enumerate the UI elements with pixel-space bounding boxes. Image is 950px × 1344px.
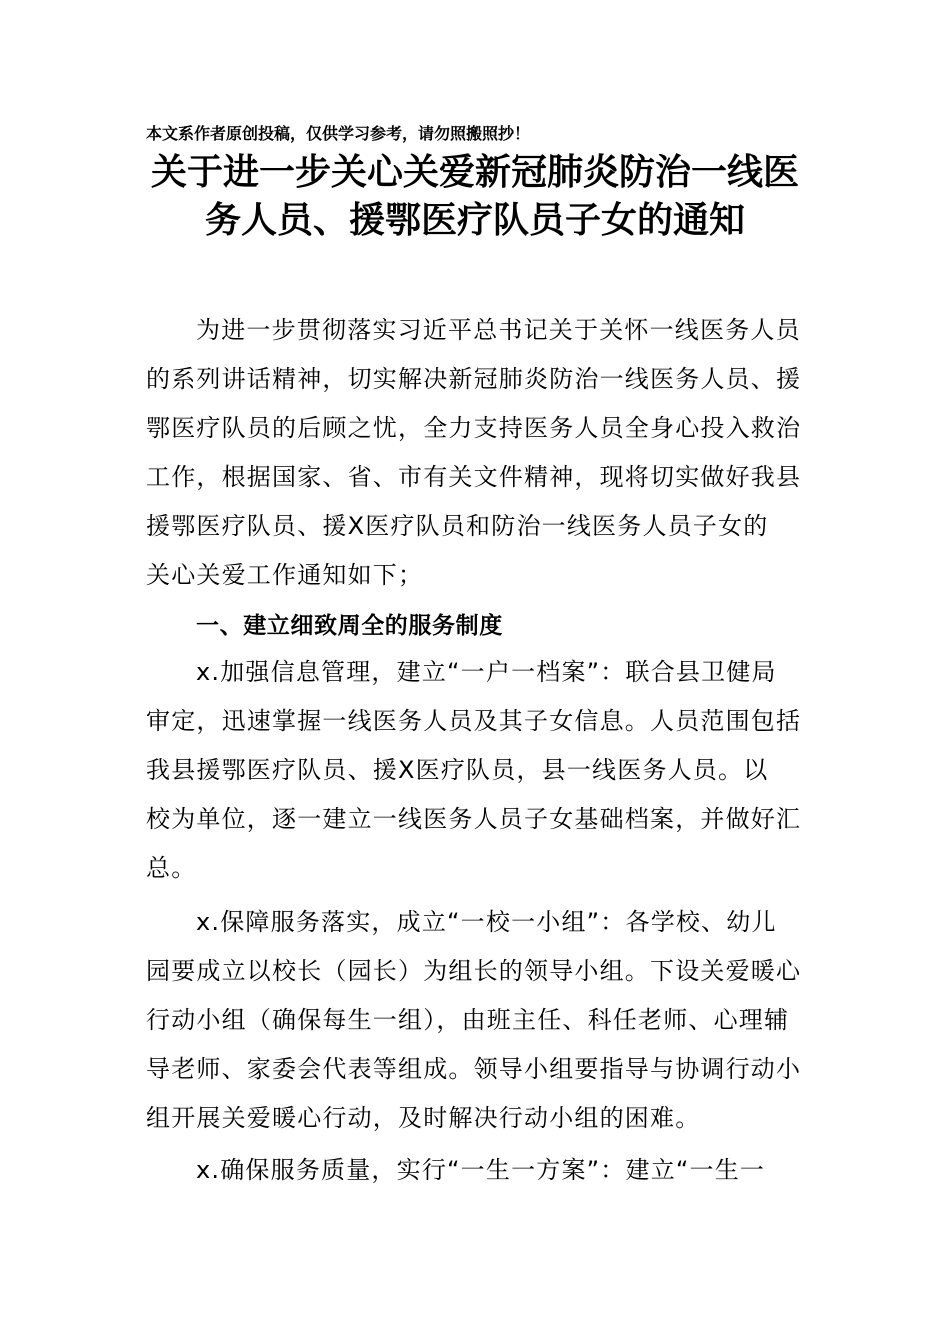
item-1-line: 审定，迅速掌握一线医务人员及其子女信息。人员范围包括 (146, 707, 802, 735)
item-3-line: x.确保服务质量，实行“一生一方案”：建立“一生一 (196, 1156, 766, 1184)
item-1-paragraph (146, 648, 806, 893)
intro-line: 为进一步贯彻落实习近平总书记关于关怀一线医务人员 (196, 316, 801, 344)
item-2-line: 行动小组（确保每生一组），由班主任、科任老师、心理辅 (146, 1006, 790, 1034)
intro-line: 援鄂医疗队员、援X医疗队员和防治一线医务人员子女的 (146, 512, 769, 540)
section-heading: 一、建立细致周全的服务制度 (196, 613, 503, 639)
document-title-line-2: 务人员、援鄂医疗队员子女的通知 (204, 199, 745, 241)
item-1-line: 我县援鄂医疗队员、援X医疗队员，县一线医务人员。以 (146, 756, 769, 784)
intro-paragraph (146, 306, 806, 600)
item-1-line: x.加强信息管理，建立“一户一档案”：联合县卫健局 (196, 658, 777, 686)
item-2-line: x.保障服务落实，成立“一校一小组”：各学校、幼儿 (196, 908, 777, 936)
document-title-line-1: 关于进一步关心关爱新冠肺炎防治一线医 (150, 151, 799, 193)
item-1-line: 总。 (146, 854, 197, 882)
item-1-line: 校为单位，逐一建立一线医务人员子女基础档案，并做好汇 (146, 805, 802, 833)
intro-line: 关心关爱工作通知如下； (146, 561, 424, 589)
intro-line: 的系列讲话精神，切实解决新冠肺炎防治一线医务人员、援 (146, 365, 802, 393)
item-3-paragraph (146, 1146, 806, 1195)
copyright-notice: 本文系作者原创投稿，仅供学习参考，请勿照搬照抄！ (146, 124, 531, 143)
item-2-line: 组开展关爱暖心行动，及时解决行动小组的困难。 (146, 1104, 701, 1132)
intro-line: 鄂医疗队员的后顾之忧，全力支持医务人员全身心投入救治 (146, 414, 802, 442)
intro-line: 工作，根据国家、省、市有关文件精神，现将切实做好我县 (146, 463, 802, 491)
item-2-paragraph (146, 898, 806, 1143)
item-2-line: 导老师、家委会代表等组成。领导小组要指导与协调行动小 (146, 1055, 802, 1083)
item-2-line: 园要成立以校长（园长）为组长的领导小组。下设关爱暖心 (146, 957, 802, 985)
